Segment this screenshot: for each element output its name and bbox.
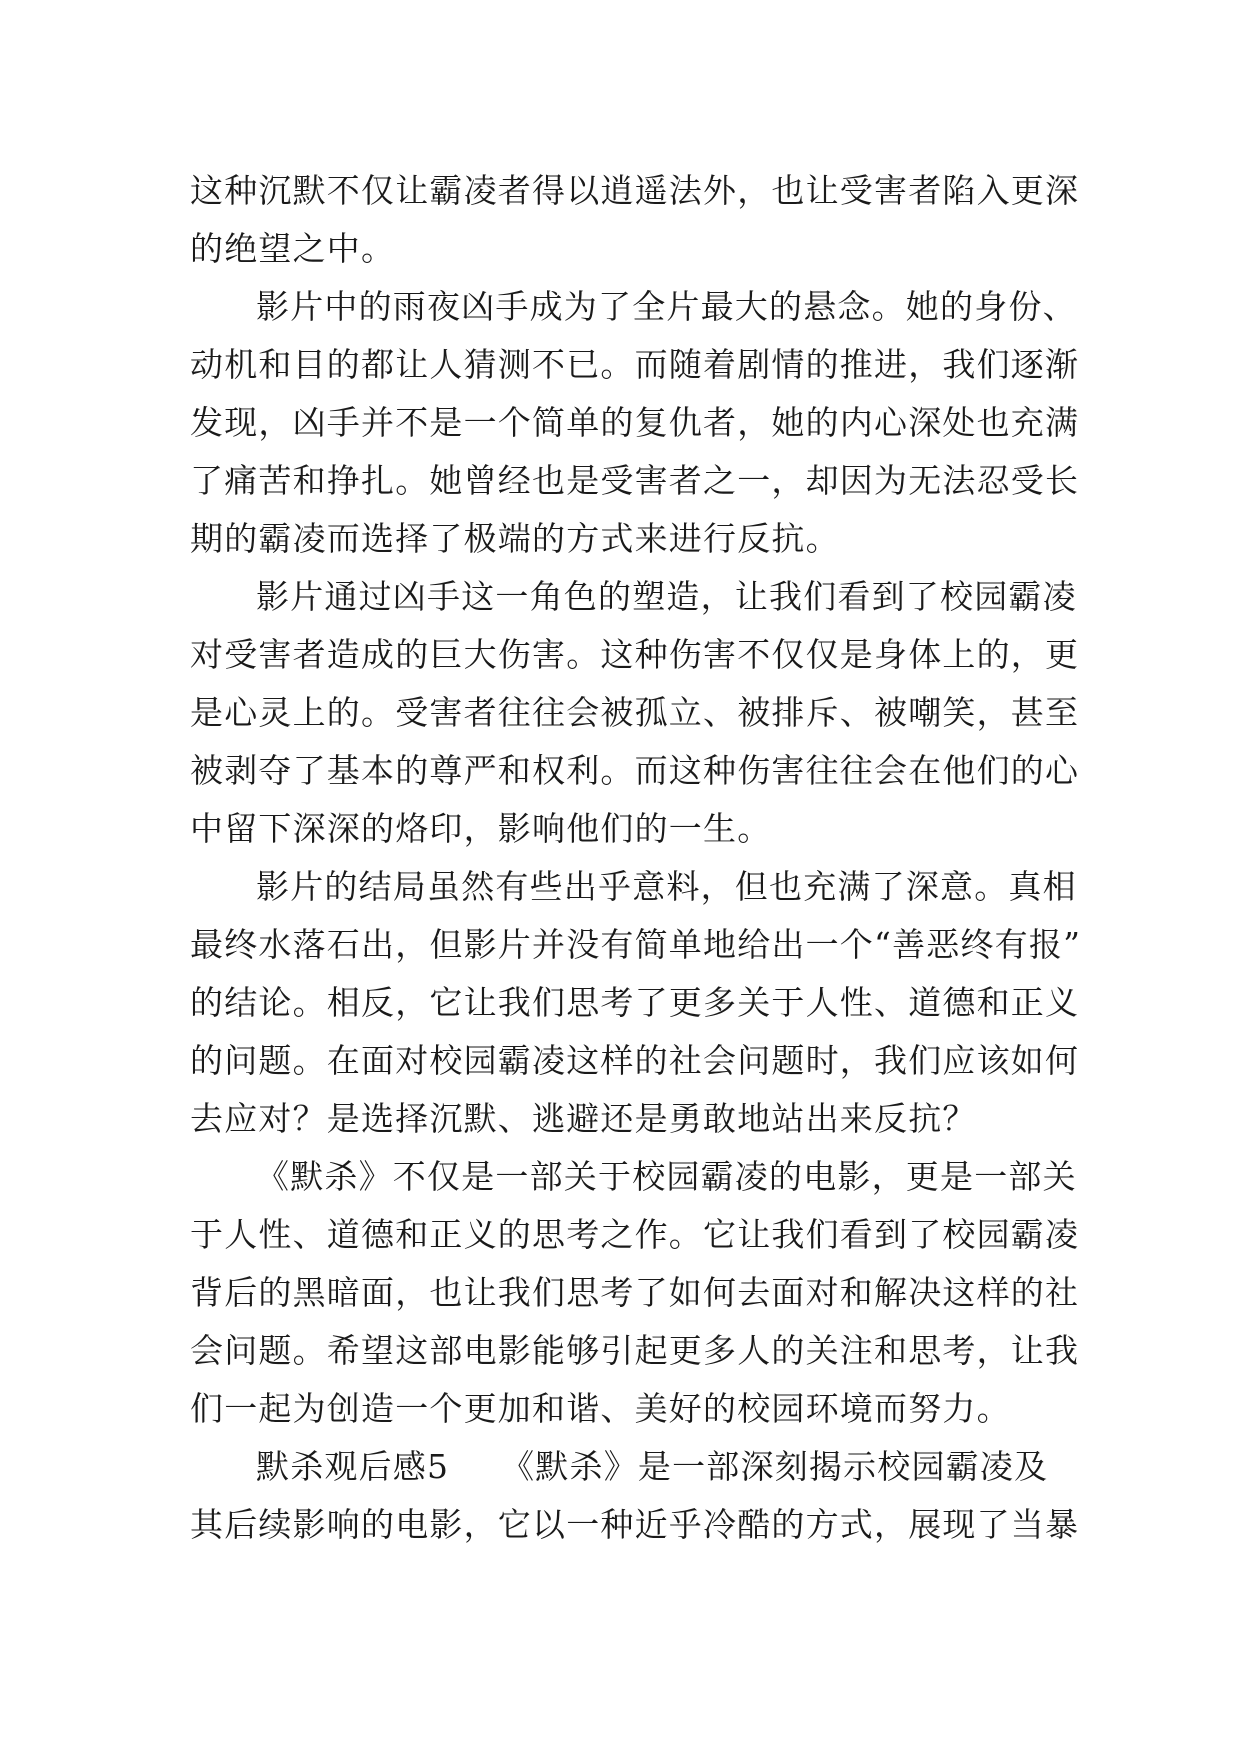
- text-line: 中留下深深的烙印，影响他们的一生。: [190, 809, 772, 848]
- text-line: 其后续影响的电影，它以一种近乎冷酷的方式，展现了当暴: [190, 1505, 1080, 1544]
- text-line: 动机和目的都让人猜测不已。而随着剧情的推进，我们逐渐: [190, 345, 1080, 384]
- text-line: 被剥夺了基本的尊严和权利。而这种伤害往往会在他们的心: [190, 751, 1080, 790]
- text-line: 了痛苦和挣扎。她曾经也是受害者之一，却因为无法忍受长: [190, 461, 1080, 500]
- text-line: 背后的黑暗面，也让我们思考了如何去面对和解决这样的社: [190, 1273, 1080, 1312]
- paragraph-start-line: 默杀观后感5 《默杀》是一部深刻揭示校园霸凌及: [256, 1447, 1049, 1486]
- text-line: 们一起为创造一个更加和谐、美好的校园环境而努力。: [190, 1389, 1011, 1428]
- text-line: 于人性、道德和正义的思考之作。它让我们看到了校园霸凌: [190, 1215, 1080, 1254]
- text-line: 这种沉默不仅让霸凌者得以逍遥法外，也让受害者陷入更深: [190, 171, 1080, 210]
- paragraph-start-line: 影片中的雨夜凶手成为了全片最大的悬念。她的身份、: [256, 287, 1077, 326]
- text-line: 的问题。在面对校园霸凌这样的社会问题时，我们应该如何: [190, 1041, 1080, 1080]
- text-line: 会问题。希望这部电影能够引起更多人的关注和思考，让我: [190, 1331, 1080, 1370]
- paragraph-start-line: 《默杀》不仅是一部关于校园霸凌的电影，更是一部关: [256, 1157, 1077, 1196]
- text-line: 去应对？是选择沉默、逃避还是勇敢地站出来反抗？: [190, 1099, 977, 1138]
- text-line: 最终水落石出，但影片并没有简单地给出一个“善恶终有报”: [190, 925, 1082, 964]
- paragraph-start-line: 影片通过凶手这一角色的塑造，让我们看到了校园霸凌: [256, 577, 1077, 616]
- text-line: 对受害者造成的巨大伤害。这种伤害不仅仅是身体上的，更: [190, 635, 1080, 674]
- text-line: 的结论。相反，它让我们思考了更多关于人性、道德和正义: [190, 983, 1080, 1022]
- paragraph-start-line: 影片的结局虽然有些出乎意料，但也充满了深意。真相: [256, 867, 1077, 906]
- document-body: [190, 162, 1082, 1554]
- text-line: 的绝望之中。: [190, 229, 396, 268]
- text-line: 是心灵上的。受害者往往会被孤立、被排斥、被嘲笑，甚至: [190, 693, 1080, 732]
- text-line: 发现，凶手并不是一个简单的复仇者，她的内心深处也充满: [190, 403, 1080, 442]
- text-line: 期的霸凌而选择了极端的方式来进行反抗。: [190, 519, 840, 558]
